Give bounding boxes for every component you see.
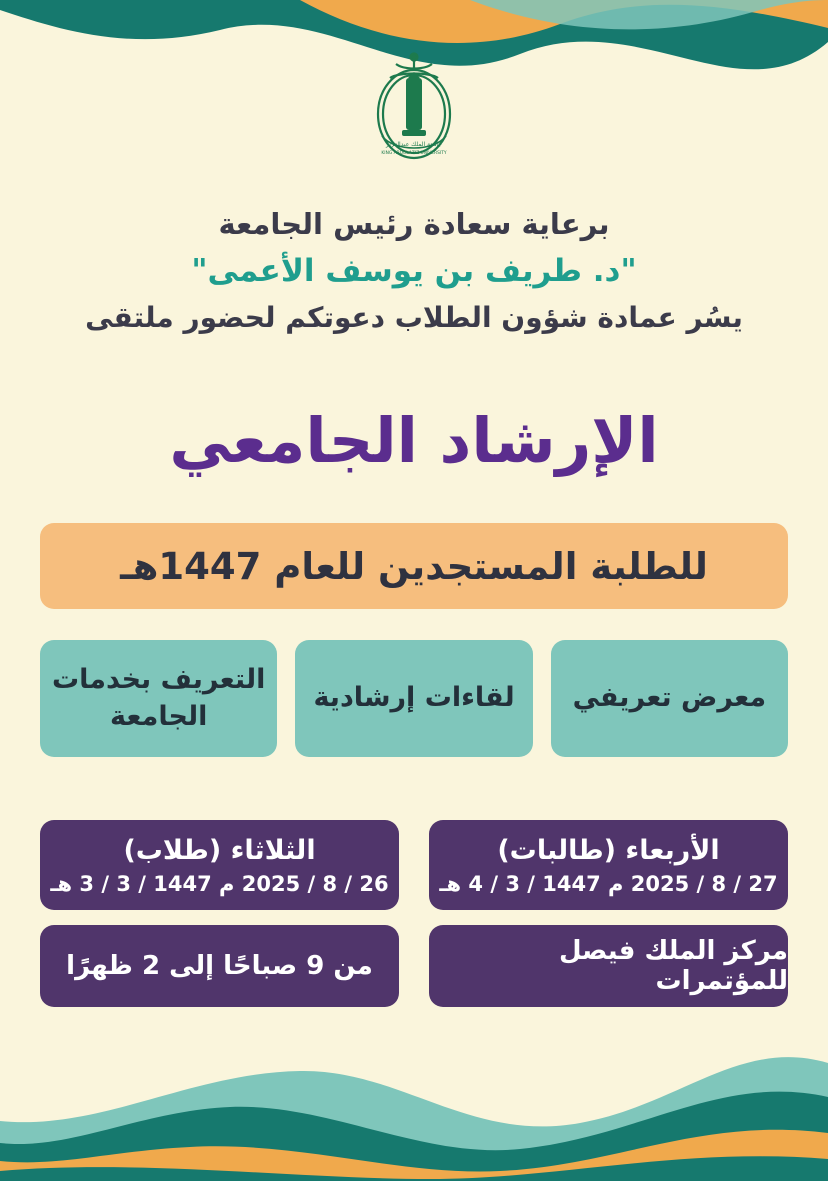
university-logo-icon [360,48,468,172]
svg-text:KING ABDULAZIZ UNIVERSITY: KING ABDULAZIZ UNIVERSITY [381,151,447,156]
audience-banner [40,523,788,609]
dates-row [40,820,788,910]
feature-card [295,640,532,757]
invitation-line: يسُر عمادة شؤون الطلاب دعوتكم لحضور ملتقى [85,300,743,334]
svg-text:جامعة الملك عبدالعزيز: جامعة الملك عبدالعزيز [386,141,442,148]
feature-label: لقاءات إرشادية [313,682,515,714]
date-card-title: الأربعاء (طالبات) [497,834,720,866]
bottom-wave-decoration [0,1001,828,1181]
audience-banner-text: للطلبة المستجدين للعام 1447هـ [120,544,708,588]
time-card-label: من 9 صباحًا إلى 2 ظهرًا [66,951,373,981]
heading-block [0,205,828,334]
feature-label: معرض تعريفي [572,682,767,714]
date-card [429,820,788,910]
feature-card [551,640,788,757]
date-card-title: الثلاثاء (طلاب) [123,834,316,866]
time-card [40,925,399,1007]
logo-container [0,48,828,172]
date-card [40,820,399,910]
date-card-subtitle: 27 / 8 / 2025 م 1447 / 3 / 4 هـ [439,871,778,896]
event-title: الإرشاد الجامعي [169,404,659,477]
date-card-subtitle: 26 / 8 / 2025 م 1447 / 3 / 3 هـ [50,871,389,896]
venue-row [40,925,788,1007]
venue-card-label: مركز الملك فيصل للمؤتمرات [558,936,788,996]
feature-label: التعريف بخدمات الجامعة [52,664,266,732]
patron-name: "د. طريف بن يوسف الأعمى" [191,253,637,290]
venue-card [429,925,788,1007]
patron-line: برعاية سعادة رئيس الجامعة [218,207,610,241]
feature-card [40,640,277,757]
features-row [40,640,788,757]
